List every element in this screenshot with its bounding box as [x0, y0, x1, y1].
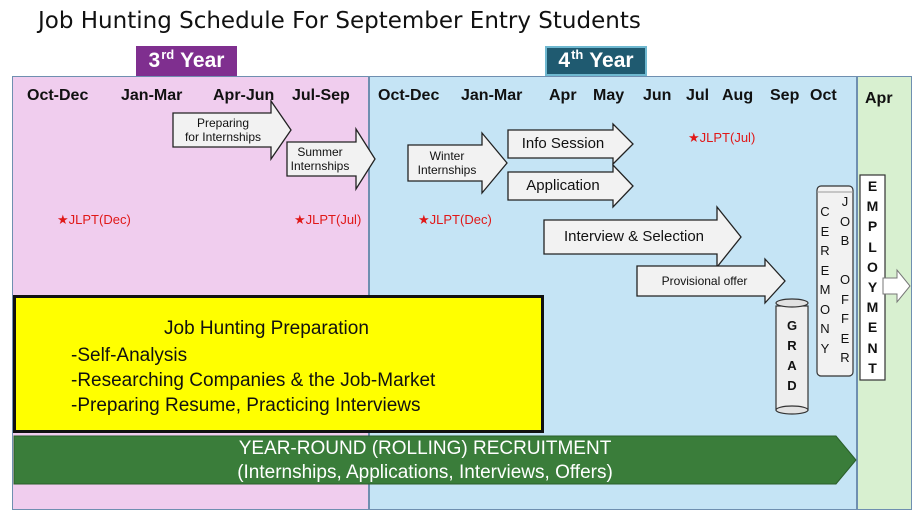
employment-letter: M — [866, 198, 879, 215]
job-offer-letter: F — [841, 311, 849, 326]
job-offer-letter: F — [841, 291, 849, 307]
fourth-year-number: 4 — [558, 49, 571, 72]
preparation-line-2: -Researching Companies & the Job-Market — [71, 370, 436, 391]
ceremony-letter: R — [820, 243, 830, 258]
application-label: Application — [526, 177, 600, 194]
ceremony-letter: Y — [820, 340, 830, 356]
preparation-title: Job Hunting Preparation — [164, 318, 369, 339]
job-offer-letter: R — [840, 350, 850, 365]
fourth-year-word: Year — [589, 49, 634, 72]
recruitment-line1: YEAR-ROUND (ROLLING) RECRUITMENT — [238, 438, 612, 460]
summer-line1: Summer — [297, 144, 343, 159]
month-sep-4: Sep — [770, 87, 800, 104]
jlpt-jul-3: ★JLPT(Jul) — [294, 212, 362, 227]
job-offer-letter: B — [840, 233, 850, 248]
third-year-suffix: rd — [161, 46, 175, 62]
month-jan-mar-3: Jan-Mar — [121, 87, 183, 104]
month-apr-employment: Apr — [865, 90, 893, 107]
ceremony-letter: O — [819, 301, 831, 317]
preparation-line-1: -Self-Analysis — [71, 345, 188, 366]
employment-letter: E — [867, 319, 878, 336]
jlpt-dec-4: ★JLPT(Dec) — [418, 212, 492, 227]
month-oct-4: Oct — [810, 87, 837, 104]
interview-label: Interview & Selection — [563, 228, 705, 245]
preparing-line1: Preparing — [196, 115, 250, 130]
employment-label — [860, 176, 885, 378]
employment-letter: O — [867, 258, 878, 275]
grad-letter: D — [787, 378, 797, 393]
third-year-word: Year — [180, 49, 225, 72]
month-jun-4: Jun — [643, 87, 672, 104]
employment-arrow — [883, 270, 910, 302]
recruitment-label — [14, 437, 836, 485]
job-offer-letter: O — [839, 213, 851, 229]
grad-letter: A — [787, 358, 797, 373]
ceremony-letter: E — [820, 262, 830, 278]
grad-letter: R — [787, 338, 797, 353]
month-aug-4: Aug — [722, 87, 754, 104]
preparing-line2: for Internships — [184, 130, 262, 144]
info-session-label: Info Session — [521, 135, 605, 152]
winter-line1: Winter — [429, 148, 465, 163]
page-title: Job Hunting Schedule For September Entry Students — [38, 8, 641, 34]
ceremony-letter: M — [819, 282, 831, 297]
preparation-line-3: -Preparing Resume, Practicing Interviews — [71, 395, 421, 416]
job-offer-letter: O — [839, 272, 851, 287]
employment-letter: Y — [867, 279, 878, 296]
preparation-box — [13, 295, 544, 433]
month-jul-sep-3: Jul-Sep — [292, 87, 350, 104]
employment-letter: P — [867, 218, 878, 235]
jlpt-jul-4: ★JLPT(Jul) — [688, 130, 756, 145]
provisional-label: Provisional offer — [661, 273, 748, 288]
job-offer-label — [838, 192, 852, 368]
fourth-year-suffix: th — [571, 46, 584, 62]
ceremony-label — [818, 202, 832, 358]
winter-line2: Internships — [417, 163, 477, 177]
preparing-label — [173, 113, 273, 147]
month-apr-jun-3: Apr-Jun — [213, 87, 275, 104]
job-offer-letter: E — [840, 330, 850, 346]
month-jul-4: Jul — [686, 87, 710, 104]
summer-line2: Internships — [290, 159, 350, 173]
employment-letter: M — [866, 299, 879, 316]
employment-letter: L — [868, 238, 877, 255]
employment-letter: N — [867, 339, 878, 356]
month-apr-4: Apr — [549, 87, 577, 104]
month-may-4: May — [593, 87, 625, 104]
third-year-number: 3 — [148, 49, 161, 72]
employment-letter: T — [868, 359, 877, 376]
ceremony-letter: C — [820, 204, 830, 219]
grad-letter: G — [786, 318, 798, 333]
job-offer-letter: J — [841, 194, 849, 209]
ceremony-letter: N — [820, 321, 830, 336]
month-jan-mar-4: Jan-Mar — [461, 87, 523, 104]
month-oct-dec-3: Oct-Dec — [27, 87, 89, 104]
recruitment-line2: (Internships, Applications, Interviews, Offers) — [237, 462, 613, 483]
month-oct-dec-4: Oct-Dec — [378, 87, 440, 104]
jlpt-dec-3: ★JLPT(Dec) — [57, 212, 131, 227]
winter-label — [408, 145, 486, 181]
summer-label — [287, 142, 353, 176]
ceremony-letter: E — [820, 223, 830, 239]
employment-letter: E — [867, 178, 878, 194]
grad-label — [776, 316, 808, 396]
